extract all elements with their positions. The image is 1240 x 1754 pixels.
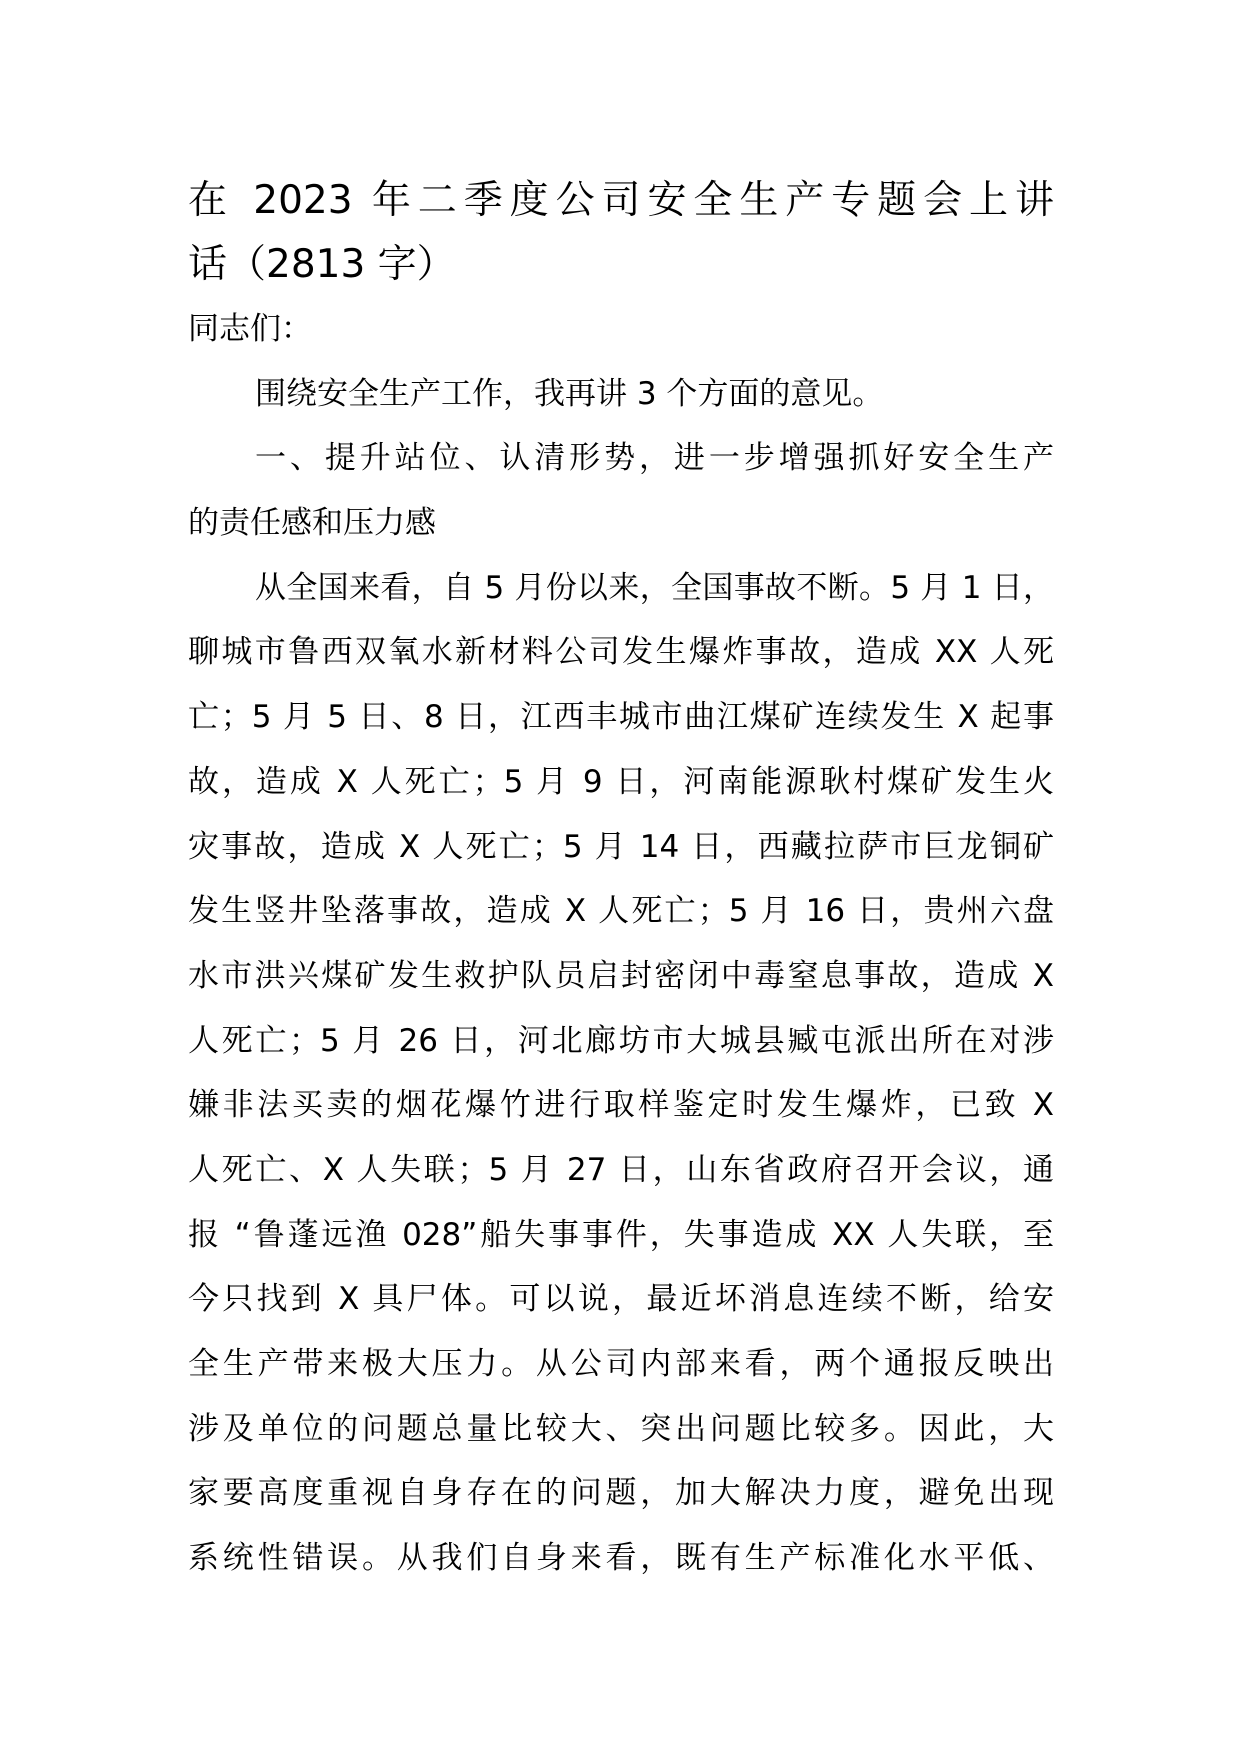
body-line: 人死亡、X 人失联；5 月 27 日，山东省政府召开会议，通 (188, 1151, 1054, 1188)
body-line: 全生产带来极大压力。从公司内部来看，两个通报反映出 (188, 1346, 1054, 1382)
document-page (188, 169, 1054, 1591)
body-line: 人死亡；5 月 26 日，河北廊坊市大城县臧屯派出所在对涉 (188, 1022, 1054, 1059)
intro-paragraph: 围绕安全生产工作，我再讲 3 个方面的意见。 (255, 375, 884, 412)
body-line: 发生竖井坠落事故，造成 X 人死亡；5 月 16 日，贵州六盘 (188, 893, 1054, 930)
section-heading-line-1: 一、提升站位、认清形势，进一步增强抓好安全生产 (255, 440, 1054, 477)
body-line: 故，造成 X 人死亡；5 月 9 日，河南能源耿村煤矿发生火 (188, 763, 1054, 800)
body-line: 嫌非法买卖的烟花爆竹进行取样鉴定时发生爆炸，已致 X (188, 1087, 1054, 1124)
salutation: 同志们： (188, 311, 312, 347)
body-line: 家要高度重视自身存在的问题，加大解决力度，避免出现 (188, 1475, 1054, 1512)
document-title-line-1: 在 2023 年二季度公司安全生产专题会上讲 (188, 178, 1054, 223)
body-line: 系统性错误。从我们自身来看，既有生产标准化水平低、 (188, 1540, 1054, 1577)
body-line: 从全国来看，自 5 月份以来，全国事故不断。5 月 1 日， (255, 569, 1054, 606)
body-line: 今只找到 X 具尸体。可以说，最近坏消息连续不断，给安 (188, 1281, 1054, 1318)
body-line: 聊城市鲁西双氧水新材料公司发生爆炸事故，造成 XX 人死 (188, 634, 1054, 671)
section-heading-line-2: 的责任感和压力感 (188, 505, 436, 542)
body-line: 灾事故，造成 X 人死亡；5 月 14 日，西藏拉萨市巨龙铜矿 (188, 828, 1054, 865)
document-title-line-2: 话（2813 字） (188, 242, 456, 287)
body-line: 涉及单位的问题总量比较大、突出问题比较多。因此，大 (188, 1410, 1054, 1447)
body-line: 水市洪兴煤矿发生救护队员启封密闭中毒窒息事故，造成 X (188, 957, 1054, 994)
body-line: 报 “鲁蓬远渔 028”船失事事件，失事造成 XX 人失联，至 (188, 1216, 1054, 1253)
body-line: 亡；5 月 5 日、8 日，江西丰城市曲江煤矿连续发生 X 起事 (188, 699, 1054, 736)
